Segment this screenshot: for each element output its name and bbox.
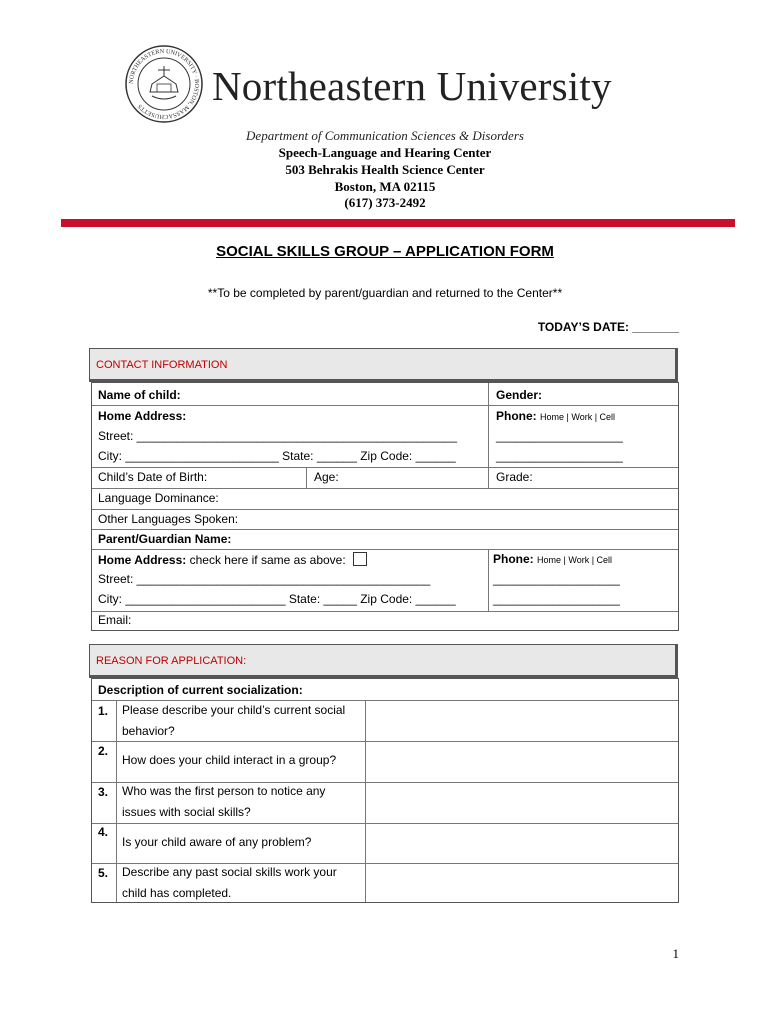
socialization-description-label: Description of current socialization: (98, 683, 303, 697)
question-text: Please describe your child’s current social behavior? (122, 703, 346, 738)
header-divider (61, 219, 735, 227)
email-field[interactable]: Email: (98, 613, 132, 627)
child-name-field[interactable]: Name of child: (98, 388, 181, 402)
street-field[interactable]: Street: ________________________________________________ (98, 429, 458, 443)
contact-section-heading: CONTACT INFORMATION (89, 348, 678, 382)
seal-text: NORTHEASTERN UNIVERSITY · BOSTON, MASSACHUSETTS (127, 47, 201, 121)
center-phone: (617) 373-2492 (344, 195, 426, 210)
contact-info-table (91, 382, 679, 631)
todays-date-field[interactable]: TODAY’S DATE: _______ (537, 320, 679, 334)
city-state-zip-field[interactable]: City: _______________________ State: ______ Zip Code: ______ (98, 449, 456, 463)
form-instructions: **To be completed by parent/guardian and returned to the Center** (207, 286, 563, 300)
parent-phone-label: Phone: (493, 552, 534, 566)
same-as-above-label: check here if same as above: (189, 553, 346, 567)
question-text: Describe any past social skills work your child has completed. (122, 865, 337, 900)
row-divider (92, 611, 678, 612)
row-divider (92, 529, 678, 530)
parent-phone-field-2[interactable]: ___________________ (493, 592, 620, 606)
row-divider (92, 467, 678, 468)
department-name: Department of Communication Sciences & Disorders (246, 128, 524, 143)
parent-phone-field-1[interactable]: ___________________ (493, 572, 620, 586)
reason-table (91, 678, 679, 903)
phone-type-options[interactable]: Home | Work | Cell (540, 412, 616, 422)
center-name: Speech-Language and Hearing Center (278, 145, 492, 160)
question-text: How does your child interact in a group? (122, 753, 337, 767)
question-number: 3. (98, 785, 109, 799)
question-number: 5. (98, 866, 109, 880)
parent-city-state-zip-field[interactable]: City: ________________________ State: _____ Zip Code: ______ (98, 592, 456, 606)
question-number: 1. (98, 704, 109, 718)
parent-name-field[interactable]: Parent/Guardian Name: (98, 532, 232, 546)
question-number: 2. (98, 744, 109, 758)
gender-field[interactable]: Gender: (496, 388, 543, 402)
parent-street-field[interactable]: Street: ____________________________________________ (98, 572, 431, 586)
question-text: Who was the first person to notice any issues with social skills? (122, 784, 326, 819)
phone-field-2[interactable]: ___________________ (496, 449, 623, 463)
row-divider (92, 488, 678, 489)
age-field[interactable]: Age: (314, 470, 339, 484)
answer-field-1[interactable] (366, 701, 678, 741)
grade-field[interactable]: Grade: (496, 470, 533, 484)
center-address: 503 Behrakis Health Science Center (285, 162, 485, 177)
form-title: SOCIAL SKILLS GROUP – APPLICATION FORM (216, 243, 554, 260)
answer-field-4[interactable] (366, 824, 678, 863)
row-divider (92, 405, 678, 406)
answer-field-5[interactable] (366, 864, 678, 902)
row-divider (92, 509, 678, 510)
row-divider (92, 549, 678, 550)
question-text: Is your child aware of any problem? (122, 835, 312, 849)
reason-section-heading: REASON FOR APPLICATION: (89, 644, 678, 678)
phone-label: Phone: (496, 409, 537, 423)
date-of-birth-field[interactable]: Child’s Date of Birth: (98, 470, 208, 484)
answer-field-3[interactable] (366, 783, 678, 823)
parent-home-address-label: Home Address: (98, 553, 187, 567)
parent-phone-type-options[interactable]: Home | Work | Cell (537, 555, 613, 565)
question-number: 4. (98, 825, 109, 839)
center-city: Boston, MA 02115 (334, 179, 436, 194)
phone-field-1[interactable]: ___________________ (496, 429, 623, 443)
column-divider (488, 383, 489, 488)
column-divider (306, 467, 307, 488)
answer-field-2[interactable] (366, 742, 678, 782)
column-divider (488, 549, 489, 611)
language-dominance-field[interactable]: Language Dominance: (98, 491, 219, 505)
page-number: 1 (672, 946, 679, 961)
other-languages-field[interactable]: Other Languages Spoken: (98, 512, 239, 526)
same-as-above-checkbox[interactable] (353, 552, 367, 566)
university-seal (124, 44, 204, 124)
home-address-label: Home Address: (98, 409, 187, 423)
column-divider (116, 700, 117, 902)
university-name: Northeastern University (212, 63, 612, 109)
